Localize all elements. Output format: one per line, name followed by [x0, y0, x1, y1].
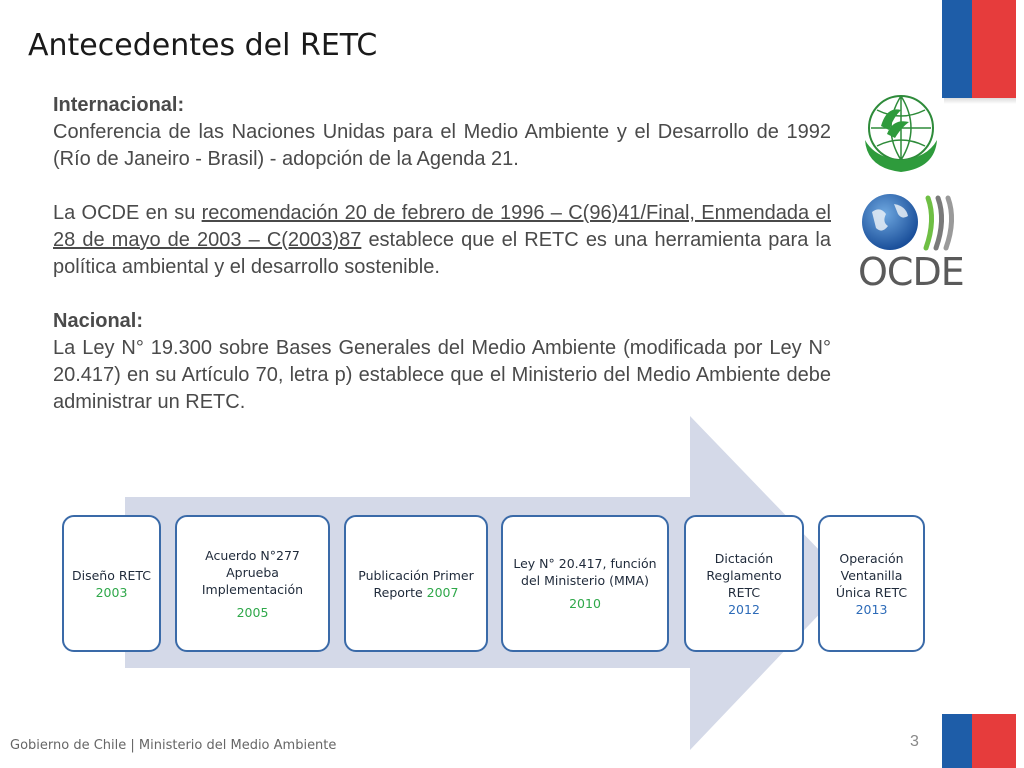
page-number: 3 [910, 733, 919, 750]
stage-year: 2007 [426, 584, 459, 600]
slide-title: Antecedentes del RETC [28, 28, 378, 63]
stage-label: Acuerdo N°277 Aprueba Implementación [201, 547, 304, 597]
stage-year: 2005 [236, 604, 269, 620]
p2-pre: La OCDE en su [53, 202, 202, 224]
stage-year: 2013 [855, 601, 888, 617]
timeline-stage [684, 515, 804, 652]
internacional-paragraph-1: Conferencia de las Naciones Unidas para el Medio Ambiente y el Desarrollo de 1992 (Río de Janeiro - Brasil) - adopción de la Agenda 21. [53, 121, 831, 170]
nacional-paragraph-1: La Ley N° 19.300 sobre Bases Generales del Medio Ambiente (modificada por Ley N° 20.417) en su Artículo 70, letra p) establece que el Ministerio del Medio Ambiente debe administrar un RETC. [53, 337, 831, 413]
p2-post: establece que el RETC es una herramienta para la política ambiental y el desarrollo sostenible. [53, 229, 832, 278]
stage-year: 2010 [569, 596, 601, 611]
stage-label: Publicación Primer Reporte [358, 567, 474, 600]
stage-label: Diseño RETC [71, 567, 152, 583]
stage-label: Operación Ventanilla Única RETC [835, 550, 908, 600]
chile-flag-bottom [942, 714, 1016, 768]
timeline-stage [62, 515, 161, 652]
timeline-stage [175, 515, 330, 652]
stage-year: 2003 [95, 584, 128, 600]
footer-organization: Gobierno de Chile | Ministerio del Medio Ambiente [10, 738, 337, 753]
nacional-heading: Nacional: [53, 310, 144, 332]
timeline-stage [818, 515, 925, 652]
stage-label: Ley N° 20.417, función del Ministerio (MMA) [513, 556, 657, 588]
timeline-stage [344, 515, 488, 652]
ocde-wordmark: OCDE [858, 250, 964, 294]
stage-label: Dictación Reglamento RETC [706, 550, 782, 600]
stage-year: 2012 [728, 601, 760, 617]
ocde-recommendation-link[interactable]: recomendación 20 de febrero de 1996 – C(96)41/Final, Enmendada el 28 de mayo de 2003 – C(2003)87 [53, 202, 831, 251]
timeline-stage [501, 515, 669, 652]
internacional-heading: Internacional: [53, 94, 185, 116]
